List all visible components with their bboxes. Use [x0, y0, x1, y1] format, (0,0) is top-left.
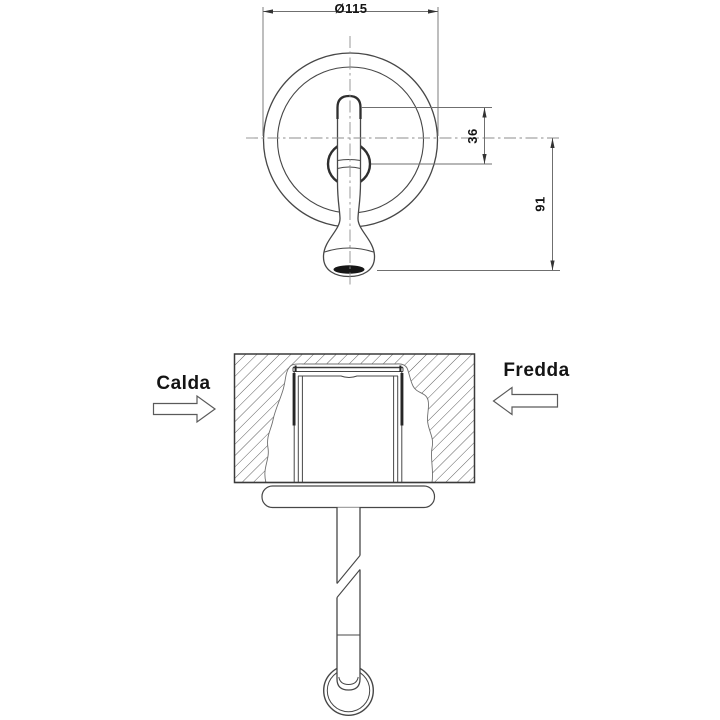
section-view — [154, 354, 570, 715]
arrowhead-left-icon — [263, 9, 273, 13]
cold-water-label: Fredda — [503, 360, 570, 381]
handle-lever-silhouette — [323, 96, 374, 277]
hot-water-arrow-icon — [154, 396, 216, 422]
cartridge-clip-right — [401, 373, 404, 426]
handle-length-dimension-label: 91 — [532, 196, 548, 212]
stem-fill — [337, 508, 360, 691]
wall-opening-break-outline — [265, 364, 433, 483]
arrowhead-down-icon — [550, 261, 554, 271]
cartridge-clip-left — [293, 373, 296, 426]
cold-water-arrow-icon — [494, 388, 558, 415]
handle-tip-dark-ellipse — [334, 265, 365, 273]
dimension-36 — [361, 108, 492, 165]
arrowhead-right-icon — [428, 9, 438, 13]
hot-water-label: Calda — [156, 373, 211, 394]
cartridge-corner-tick-right — [399, 366, 401, 373]
arrowhead-down-icon — [482, 154, 486, 164]
arrowhead-up-icon — [482, 108, 486, 118]
front-view — [246, 36, 561, 288]
diameter-dimension-label: Ø115 — [334, 1, 368, 16]
escutcheon-flange-pill — [262, 486, 435, 508]
valve-stem — [337, 508, 360, 691]
dimension-91 — [377, 138, 560, 271]
handle-offset-dimension-label: 36 — [465, 128, 480, 144]
cartridge-corner-tick-left — [295, 366, 297, 373]
arrowhead-up-icon — [550, 138, 554, 148]
